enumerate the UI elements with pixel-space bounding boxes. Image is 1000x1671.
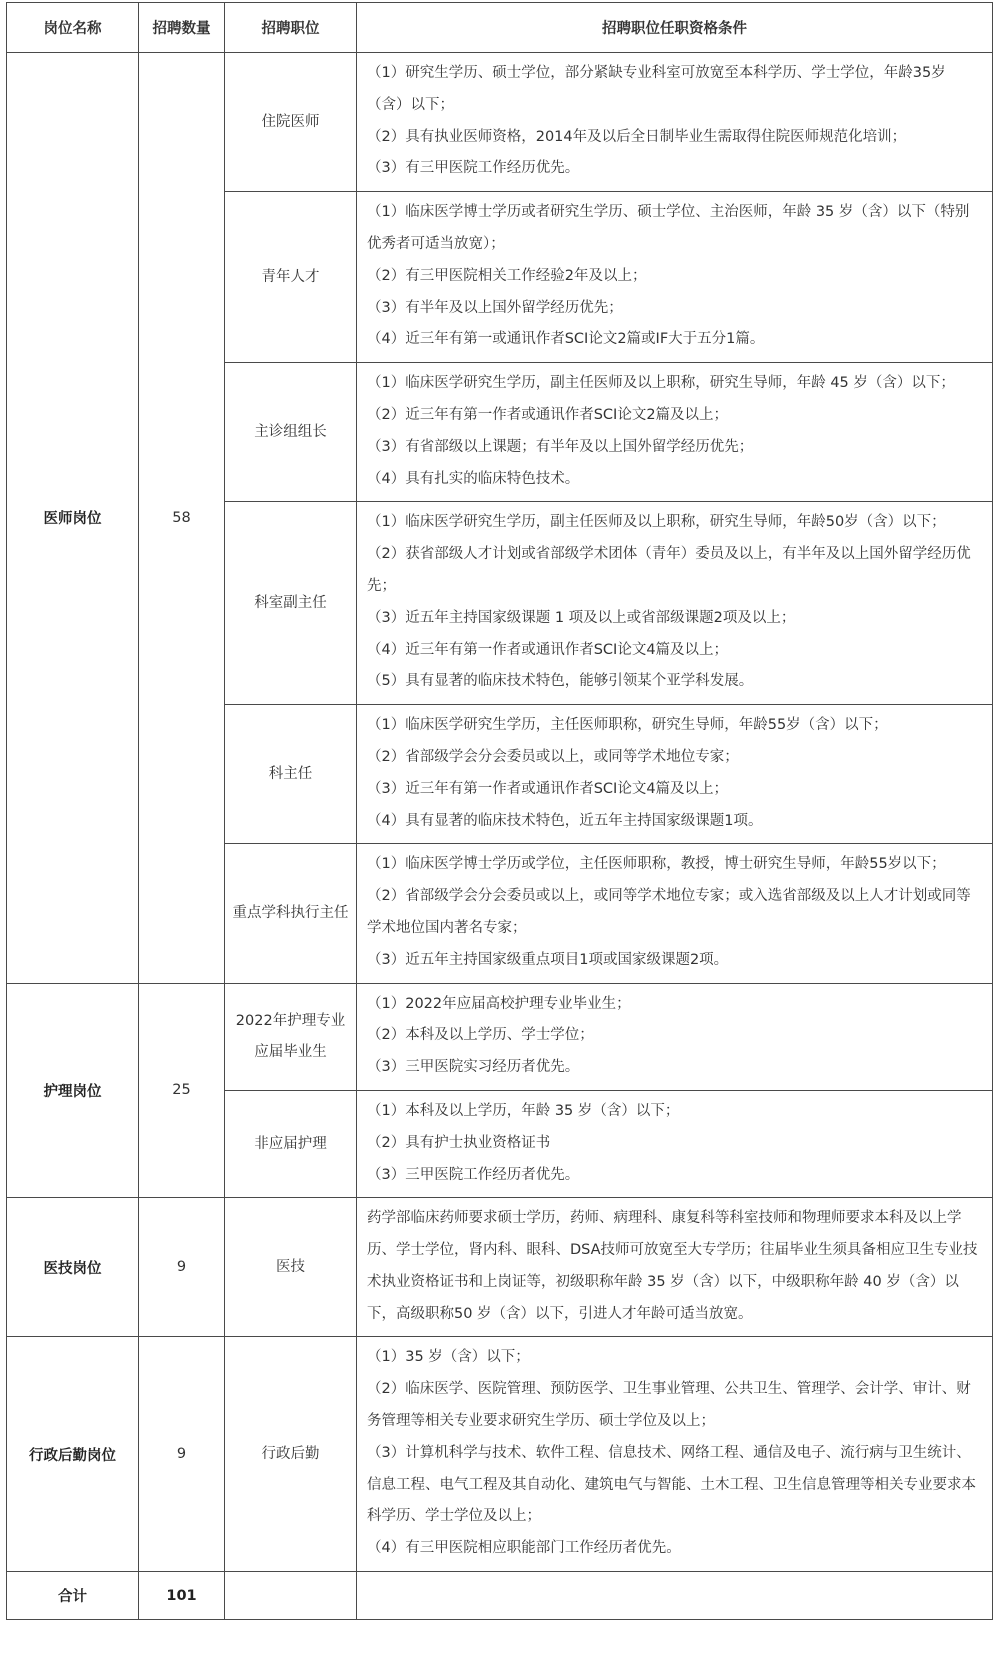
category-count: 9 — [139, 1198, 225, 1337]
requirement-item: （2）省部级学会分会委员或以上，或同等学术地位专家；或入选省部级及以上人才计划或同等学术地位国内著名专家； — [367, 888, 971, 936]
total-empty-requirements — [357, 1572, 993, 1620]
requirement-item: （3）近五年主持国家级重点项目1项或国家级课题2项。 — [367, 951, 729, 968]
position-requirements — [357, 983, 993, 1090]
table-row — [7, 1337, 993, 1572]
category-count: 9 — [139, 1337, 225, 1572]
requirement-item: （2）具有执业医师资格，2014年及以后全日制毕业生需取得住院医师规范化培训； — [367, 128, 907, 145]
position-title: 青年人才 — [225, 192, 357, 363]
header-requirements: 招聘职位任职资格条件 — [357, 3, 993, 53]
position-title: 主诊组组长 — [225, 363, 357, 502]
table-row — [7, 1198, 993, 1337]
position-requirements — [357, 363, 993, 502]
requirement-item: （1）35 岁（含）以下； — [367, 1349, 530, 1366]
category-count: 25 — [139, 983, 225, 1198]
requirement-item: （2）本科及以上学历、学士学位； — [367, 1027, 594, 1044]
requirement-item: （4）具有扎实的临床特色技术。 — [367, 470, 580, 487]
position-requirements — [357, 1198, 993, 1337]
position-title: 住院医师 — [225, 53, 357, 192]
table-body — [7, 53, 993, 1620]
requirement-item: （3）三甲医院实习经历者优先。 — [367, 1059, 580, 1076]
requirement-item: （4）有三甲医院相应职能部门工作经历者优先。 — [367, 1540, 681, 1557]
header-count: 招聘数量 — [139, 3, 225, 53]
requirement-item: （4）具有显著的临床技术特色，近五年主持国家级课题1项。 — [367, 812, 763, 829]
requirement-item: （2）具有护士执业资格证书 — [367, 1134, 551, 1151]
position-title: 科室副主任 — [225, 502, 357, 705]
position-requirements — [357, 1337, 993, 1572]
position-requirements — [357, 1090, 993, 1197]
table-row — [7, 983, 993, 1090]
requirement-item: （1）2022年应届高校护理专业毕业生； — [367, 995, 631, 1012]
requirement-item: （1）研究生学历、硕士学位，部分紧缺专业科室可放宽至本科学历、学士学位，年龄35岁（含）以下； — [367, 65, 946, 113]
requirement-item: （1）临床医学博士学历或学位，主任医师职称，教授，博士研究生导师，年龄55岁以下； — [367, 856, 946, 873]
requirement-item: （2）近三年有第一作者或通讯作者SCI论文2篇及以上； — [367, 406, 729, 423]
requirement-item: （3）三甲医院工作经历者优先。 — [367, 1166, 580, 1183]
requirement-item: （4）近三年有第一或通讯作者SCI论文2篇或IF大于五分1篇。 — [367, 331, 765, 348]
header-position: 招聘职位 — [225, 3, 357, 53]
table-row — [7, 53, 993, 192]
requirement-item: （2）省部级学会分会委员或以上，或同等学术地位专家； — [367, 748, 739, 765]
header-category: 岗位名称 — [7, 3, 139, 53]
position-title: 非应届护理 — [225, 1090, 357, 1197]
total-label: 合计 — [7, 1572, 139, 1620]
category-name: 医师岗位 — [7, 53, 139, 984]
category-name: 行政后勤岗位 — [7, 1337, 139, 1572]
position-title: 重点学科执行主任 — [225, 844, 357, 983]
requirement-item: （3）有半年及以上国外留学经历优先； — [367, 299, 623, 316]
category-name: 护理岗位 — [7, 983, 139, 1198]
requirement-item: （1）本科及以上学历，年龄 35 岁（含）以下； — [367, 1102, 680, 1119]
position-title: 行政后勤 — [225, 1337, 357, 1572]
position-title: 医技 — [225, 1198, 357, 1337]
total-count: 101 — [139, 1572, 225, 1620]
recruitment-table — [6, 2, 993, 1620]
position-requirements — [357, 844, 993, 983]
table-header-row — [7, 3, 993, 53]
position-title: 科主任 — [225, 705, 357, 844]
total-row — [7, 1572, 993, 1620]
requirement-item: （3）有三甲医院工作经历优先。 — [367, 160, 580, 177]
category-count: 58 — [139, 53, 225, 984]
requirement-item: （3）计算机科学与技术、软件工程、信息技术、网络工程、通信及电子、流行病与卫生统计、信息工程、电气工程及其自动化、建筑电气与智能、土木工程、卫生信息管理等相关专业要求本科学历、学士学位及以上； — [367, 1444, 976, 1525]
requirement-item: 药学部临床药师要求硕士学历，药师、病理科、康复科等科室技师和物理师要求本科及以上学历、学士学位，肾内科、眼科、DSA技师可放宽至大专学历；往届毕业生须具备相应卫生专业技术执业资格证书和上岗证等，初级职称年龄 35 岁（含）以下，中级职称年龄 40 岁（含）以下，高级职称50 岁（含）以下，引进人才年龄可适当放宽。 — [367, 1210, 978, 1322]
position-requirements — [357, 502, 993, 705]
requirement-item: （1）临床医学研究生学历，主任医师职称，研究生导师，年龄55岁（含）以下； — [367, 717, 888, 734]
category-name: 医技岗位 — [7, 1198, 139, 1337]
position-title: 2022年护理专业应届毕业生 — [225, 983, 357, 1090]
requirement-item: （5）具有显著的临床技术特色，能够引领某个亚学科发展。 — [367, 673, 754, 690]
position-requirements — [357, 192, 993, 363]
requirement-item: （3）近五年主持国家级课题 1 项及以上或省部级课题2项及以上； — [367, 609, 796, 626]
requirement-item: （1）临床医学研究生学历，副主任医师及以上职称，研究生导师，年龄50岁（含）以下； — [367, 514, 946, 531]
recruitment-table-container — [6, 2, 992, 1620]
requirement-item: （3）近三年有第一作者或通讯作者SCI论文4篇及以上； — [367, 780, 729, 797]
requirement-item: （2）临床医学、医院管理、预防医学、卫生事业管理、公共卫生、管理学、会计学、审计、财务管理等相关专业要求研究生学历、硕士学位及以上； — [367, 1381, 971, 1430]
requirement-item: （1）临床医学研究生学历，副主任医师及以上职称，研究生导师，年龄 45 岁（含）以下； — [367, 375, 955, 392]
total-empty-position — [225, 1572, 357, 1620]
position-requirements — [357, 705, 993, 844]
requirement-item: （2）获省部级人才计划或省部级学术团体（青年）委员及以上，有半年及以上国外留学经历优先； — [367, 546, 971, 594]
position-requirements — [357, 53, 993, 192]
requirement-item: （1）临床医学博士学历或者研究生学历、硕士学位、主治医师，年龄 35 岁（含）以下（特别优秀者可适当放宽）； — [367, 204, 970, 252]
requirement-item: （4）近三年有第一作者或通讯作者SCI论文4篇及以上； — [367, 641, 729, 658]
requirement-item: （2）有三甲医院相关工作经验2年及以上； — [367, 267, 647, 284]
requirement-item: （3）有省部级以上课题；有半年及以上国外留学经历优先； — [367, 438, 754, 455]
